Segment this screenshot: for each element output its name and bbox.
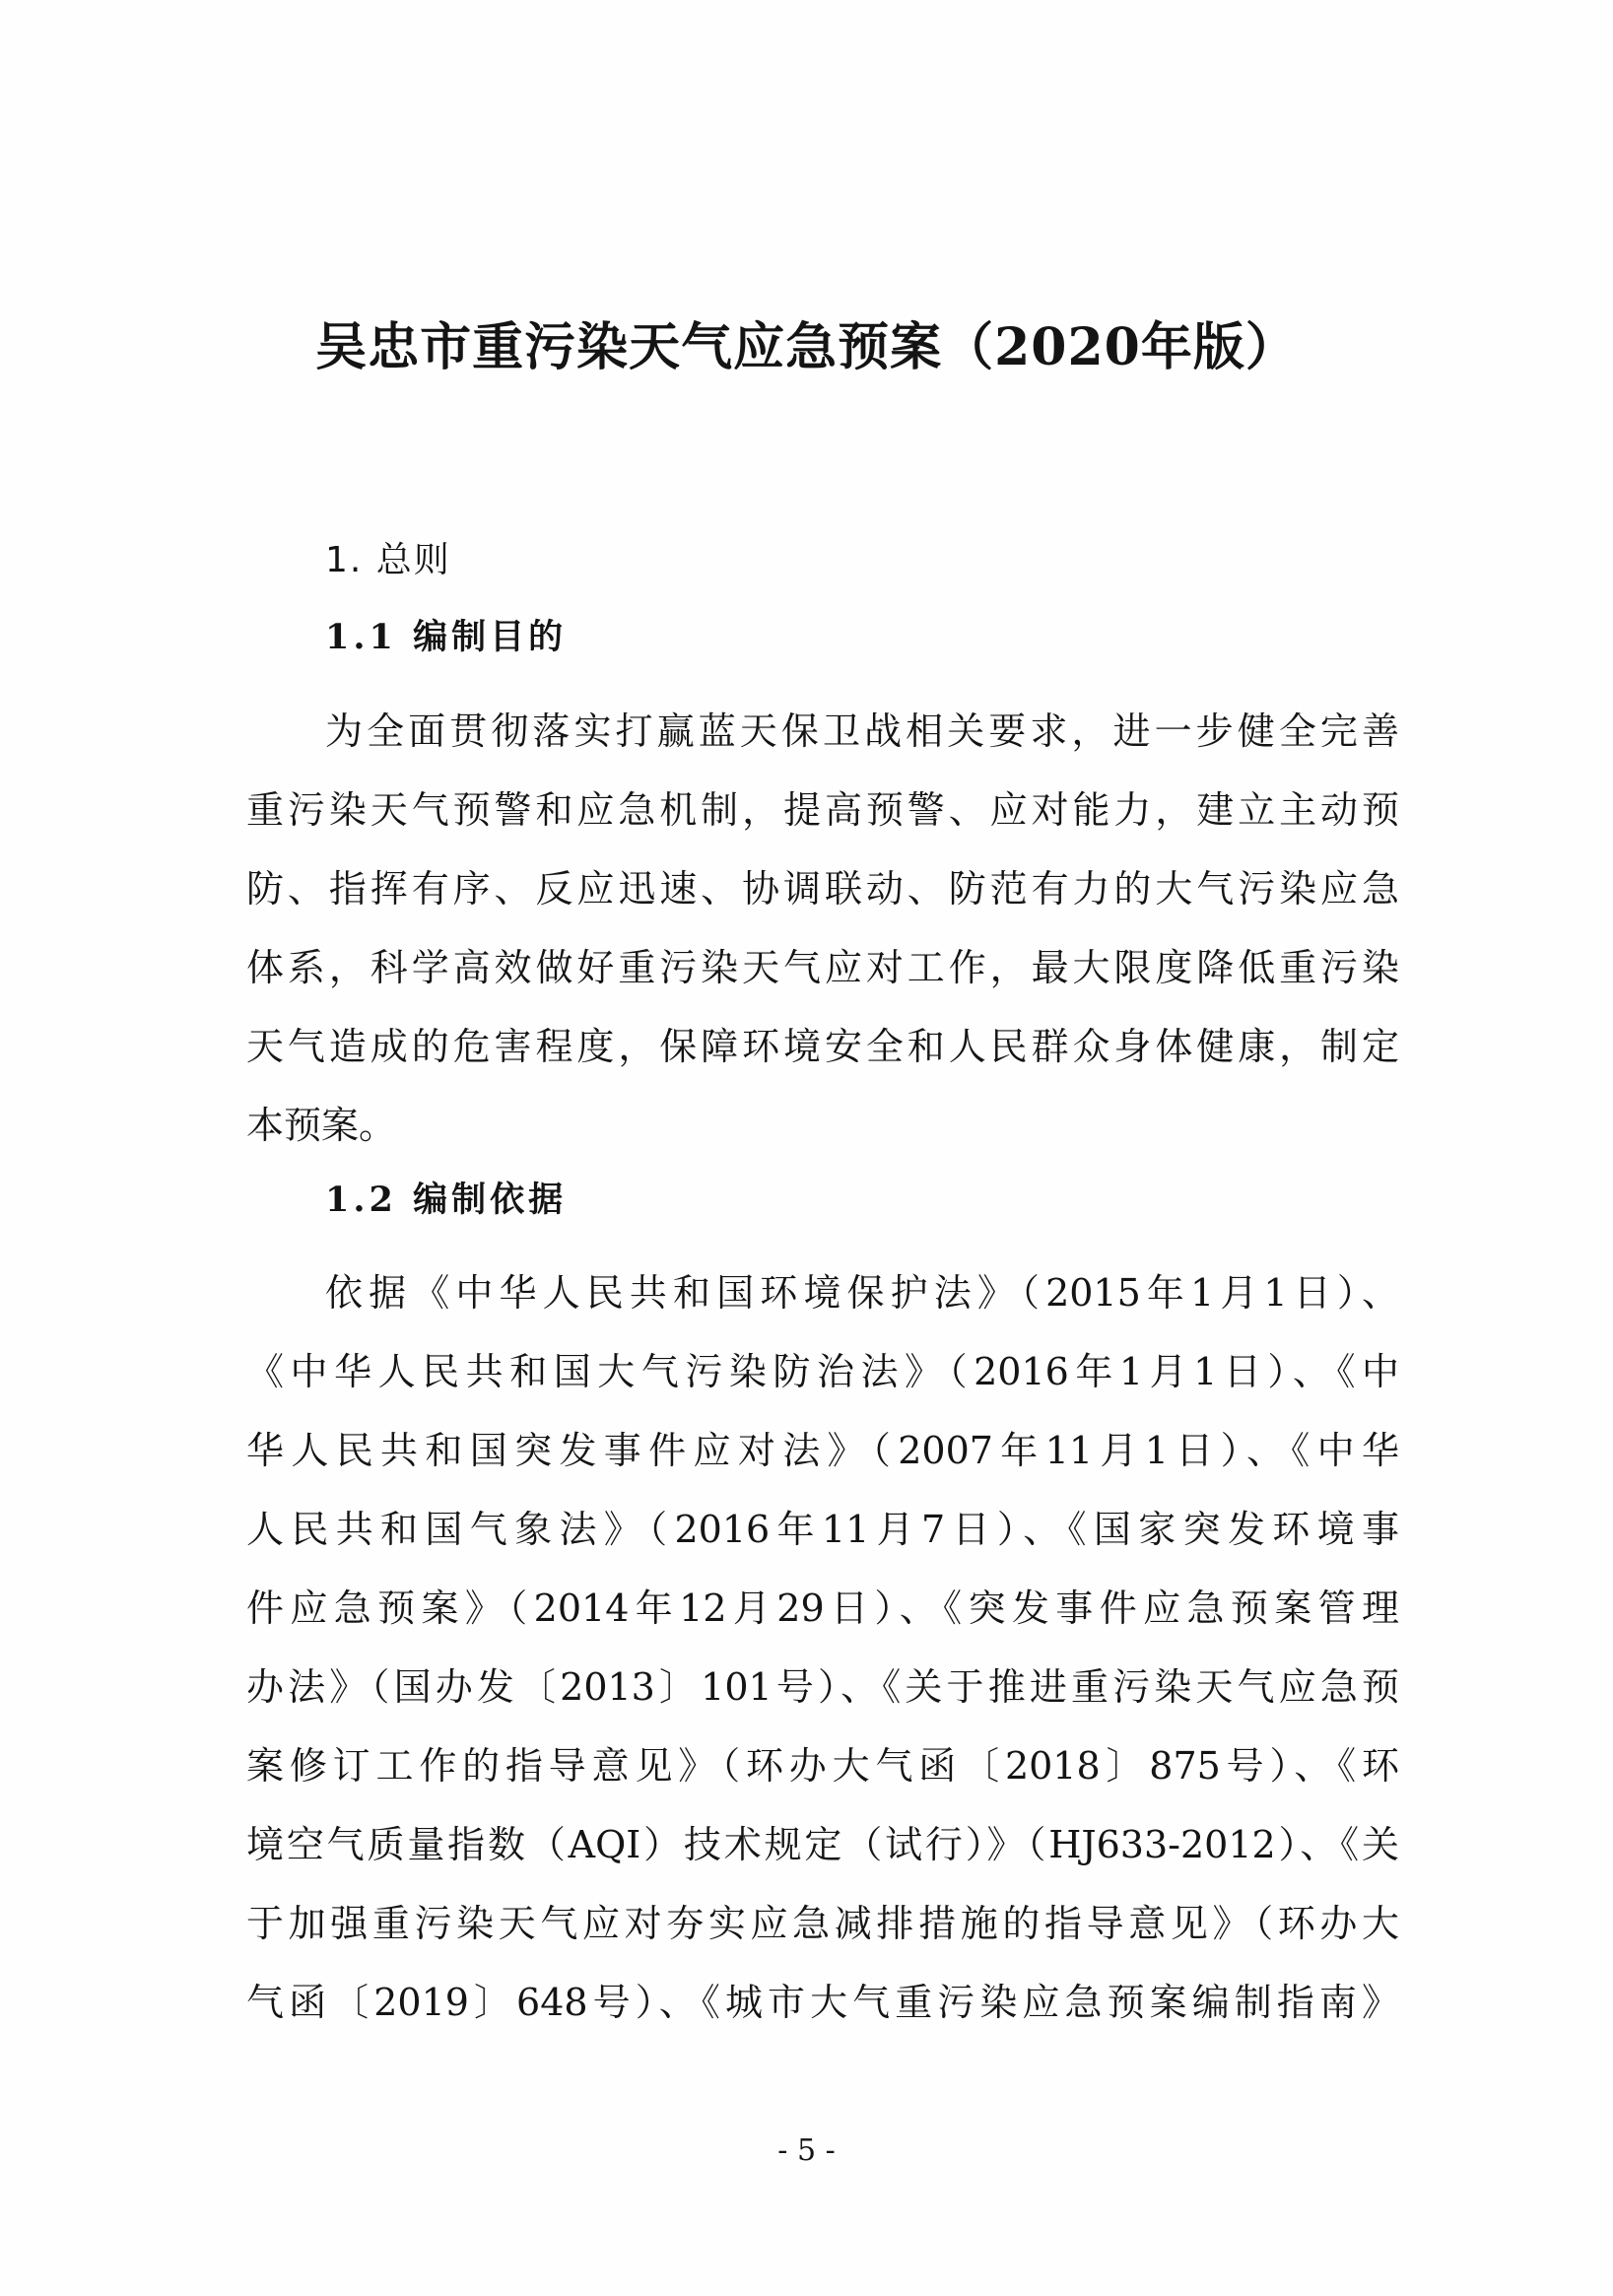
text-line: 于加强重污染天气应对夯实应急减排措施的指导意见》（环办大 (246, 1902, 1399, 1945)
text-line: 办法》（国办发〔2013〕101号）、《关于推进重污染天气应急预 (246, 1665, 1399, 1709)
text-line: 境空气质量指数（AQI）技术规定（试行）》（HJ633-2012）、《关 (246, 1823, 1399, 1866)
section-heading: 1. 总则 (325, 540, 451, 580)
text-line: 重污染天气预警和应急机制，提高预警、应对能力，建立主动预 (246, 788, 1399, 832)
text-line: 《中华人民共和国大气污染防治法》（2016年1月1日）、《中 (246, 1350, 1399, 1393)
paragraph-basis (246, 1253, 1399, 2042)
document-title: 吴忠市重污染天气应急预案（2020年版） (315, 317, 1298, 377)
text-line: 依据《中华人民共和国环境保护法》（2015年1月1日）、 (325, 1271, 1399, 1315)
text-line: 为全面贯彻落实打赢蓝天保卫战相关要求，进一步健全完善 (325, 709, 1399, 753)
subsection-heading-basis: 1.2 编制依据 (325, 1180, 568, 1220)
text-line: 天气造成的危害程度，保障环境安全和人民群众身体健康，制定 (246, 1025, 1399, 1068)
text-line: 件应急预案》（2014年12月29日）、《突发事件应急预案管理 (246, 1587, 1399, 1630)
subsection-heading-purpose: 1.1 编制目的 (325, 617, 568, 657)
text-line: 人民共和国气象法》（2016年11月7日）、《国家突发环境事 (246, 1508, 1399, 1551)
text-line: 防、指挥有序、反应迅速、协调联动、防范有力的大气污染应急 (246, 867, 1399, 911)
text-line: 华人民共和国突发事件应对法》（2007年11月1日）、《中华 (246, 1429, 1399, 1472)
text-line: 案修订工作的指导意见》（环办大气函〔2018〕875号）、《环 (246, 1744, 1399, 1788)
paragraph-purpose (246, 692, 1399, 1165)
text-line: 体系，科学高效做好重污染天气应对工作，最大限度降低重污染 (246, 946, 1399, 989)
page-number: - 5 - (777, 2133, 836, 2168)
text-line: 气函〔2019〕648号）、《城市大气重污染应急预案编制指南》 (246, 1981, 1399, 2024)
text-line: 本预案。 (246, 1104, 397, 1147)
